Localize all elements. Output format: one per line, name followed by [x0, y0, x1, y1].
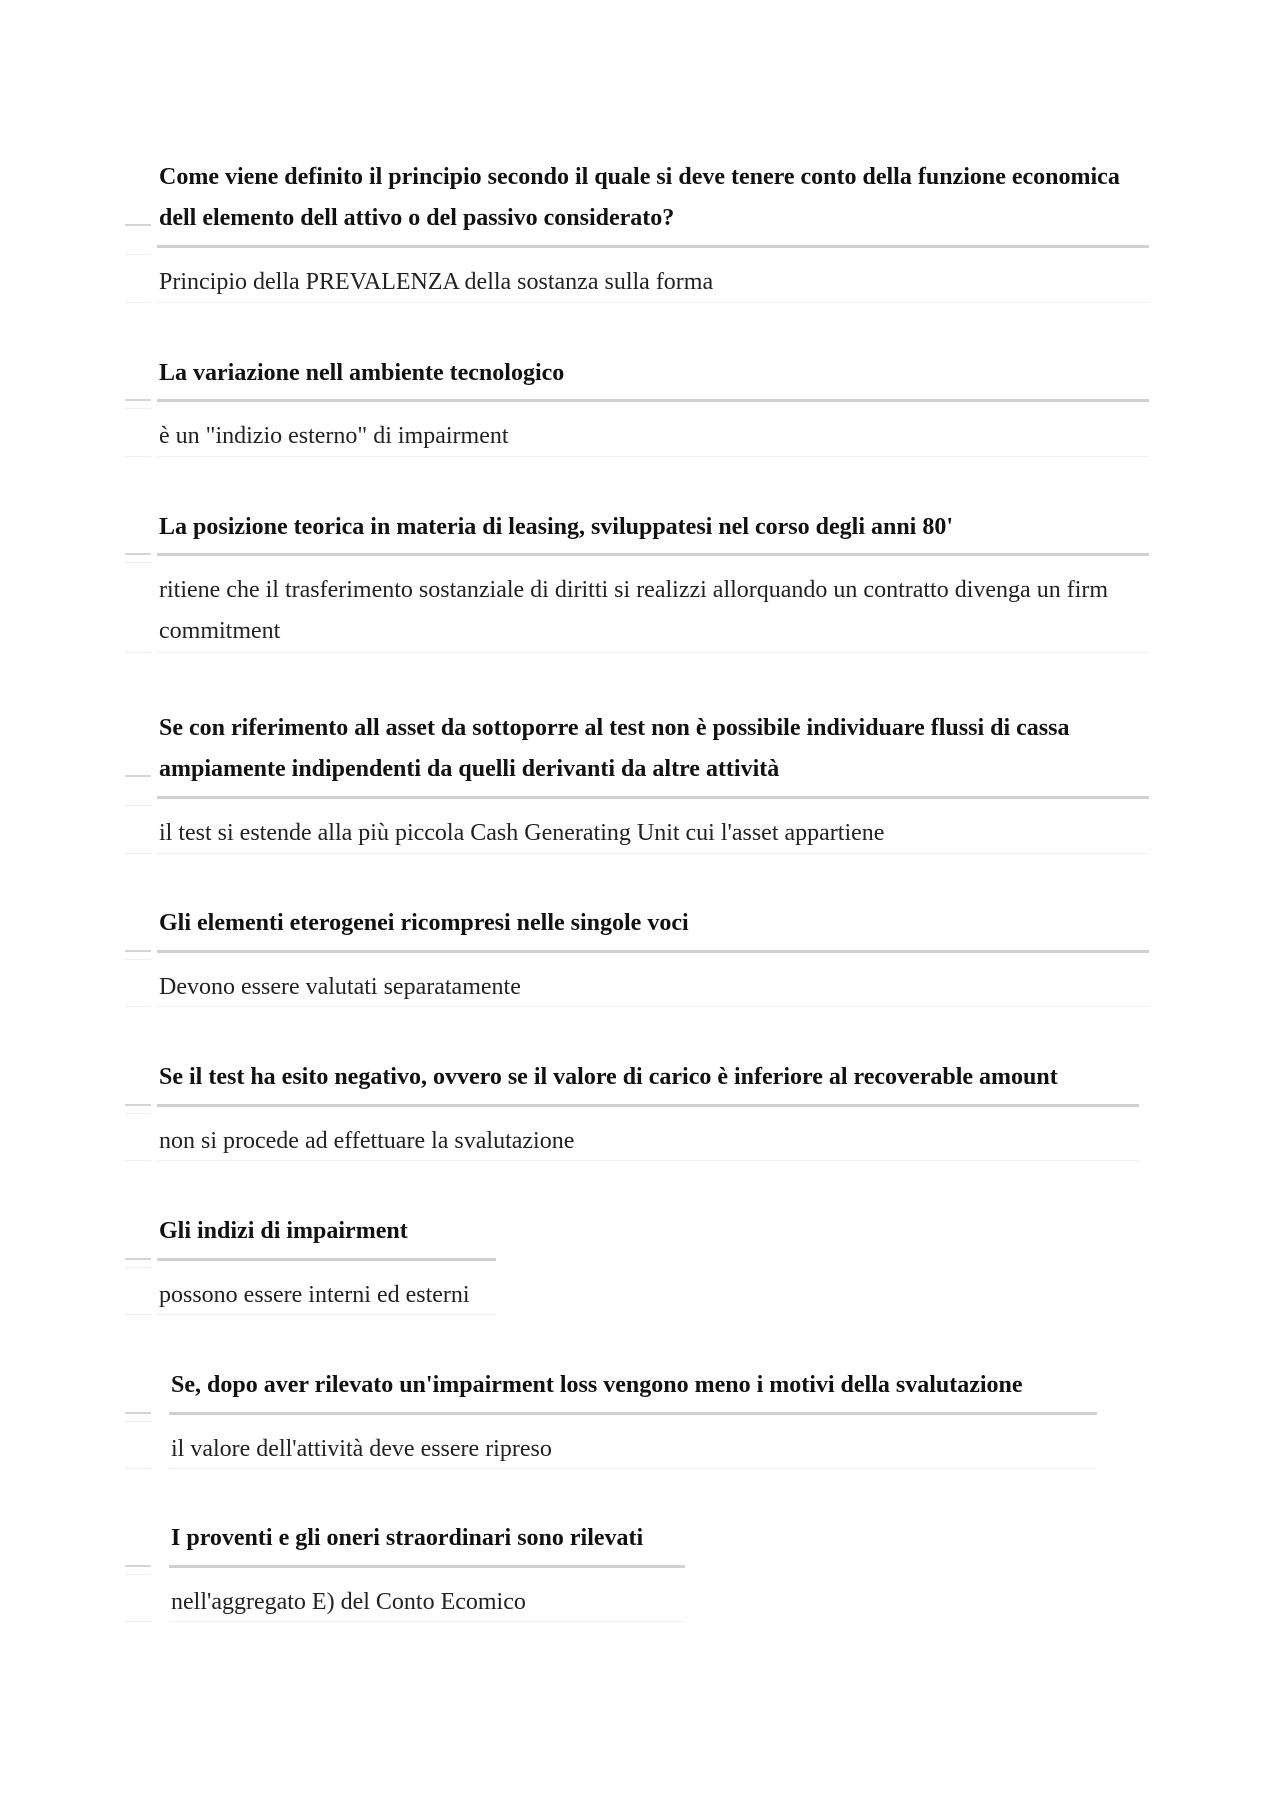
question-underline — [157, 950, 1149, 953]
answer-text: non si procede ad effettuare la svalutazione — [159, 1128, 575, 1154]
left-divider — [125, 1621, 151, 1622]
left-divider — [125, 1314, 151, 1315]
question-underline — [169, 1565, 685, 1568]
question-underline — [157, 1258, 496, 1261]
question-underline — [157, 245, 1149, 248]
left-divider — [125, 1104, 151, 1106]
answer-underline — [169, 1468, 1097, 1469]
answer-underline — [157, 456, 1149, 457]
question-text: Gli indizi di impairment — [159, 1218, 408, 1244]
left-divider — [125, 562, 151, 563]
question-underline — [169, 1412, 1097, 1415]
left-divider — [125, 408, 151, 409]
left-divider — [125, 553, 151, 555]
left-divider — [125, 1160, 151, 1161]
left-divider — [125, 652, 151, 653]
question-underline — [157, 1104, 1139, 1107]
answer-text: è un "indizio esterno" di impairment — [159, 423, 509, 449]
left-divider — [125, 775, 151, 777]
question-text: Se, dopo aver rilevato un'impairment loss vengono meno i motivi della svalutazione — [171, 1372, 1023, 1398]
left-divider — [125, 399, 151, 401]
answer-underline — [157, 853, 1149, 854]
answer-underline — [157, 652, 1149, 653]
left-divider — [125, 950, 151, 952]
answer-underline — [157, 302, 1149, 303]
answer-text: Devono essere valutati separatamente — [159, 974, 521, 1000]
left-divider — [125, 302, 151, 303]
question-text: Se il test ha esito negativo, ovvero se il valore di carico è inferiore al recoverable amount — [159, 1064, 1058, 1090]
left-divider — [125, 959, 151, 960]
left-divider — [125, 853, 151, 854]
left-divider — [125, 456, 151, 457]
question-text: Se con riferimento all asset da sottoporre al test non è possibile individuare flussi di cassa ampiamente indipendenti da quelli derivanti da altre attività — [159, 715, 1070, 782]
left-divider — [125, 1267, 151, 1268]
left-divider — [125, 254, 151, 255]
answer-text: ritiene che il trasferimento sostanziale di diritti si realizzi allorquando un contratto divenga un firm commitment — [159, 577, 1109, 644]
answer-underline — [157, 1006, 1149, 1007]
question-text: La posizione teorica in materia di leasing, sviluppatesi nel corso degli anni 80' — [159, 514, 954, 540]
left-divider — [125, 224, 151, 226]
left-divider — [125, 1421, 151, 1422]
left-divider — [125, 1113, 151, 1114]
left-divider — [125, 1565, 151, 1567]
question-text: Come viene definito il principio secondo il quale si deve tenere conto della funzione economica dell elemento dell attivo o del passivo considerato? — [159, 164, 1120, 231]
left-divider — [125, 1006, 151, 1007]
answer-text: Principio della PREVALENZA della sostanza sulla forma — [159, 269, 714, 295]
answer-text: il test si estende alla più piccola Cash Generating Unit cui l'asset appartiene — [159, 820, 885, 846]
left-divider — [125, 1258, 151, 1260]
left-divider — [125, 1574, 151, 1575]
left-divider — [125, 1412, 151, 1414]
answer-underline — [157, 1314, 496, 1315]
left-divider — [125, 805, 151, 806]
answer-text: nell'aggregato E) del Conto Ecomico — [171, 1589, 526, 1615]
answer-text: il valore dell'attività deve essere ripreso — [171, 1436, 552, 1462]
answer-text: possono essere interni ed esterni — [159, 1282, 470, 1308]
question-underline — [157, 796, 1149, 799]
question-underline — [157, 553, 1149, 556]
answer-underline — [157, 1160, 1139, 1161]
question-text: La variazione nell ambiente tecnologico — [159, 360, 565, 386]
answer-underline — [169, 1621, 685, 1622]
left-divider — [125, 1468, 151, 1469]
question-text: I proventi e gli oneri straordinari sono rilevati — [171, 1525, 644, 1551]
question-underline — [157, 399, 1149, 402]
question-text: Gli elementi eterogenei ricompresi nelle singole voci — [159, 910, 689, 936]
